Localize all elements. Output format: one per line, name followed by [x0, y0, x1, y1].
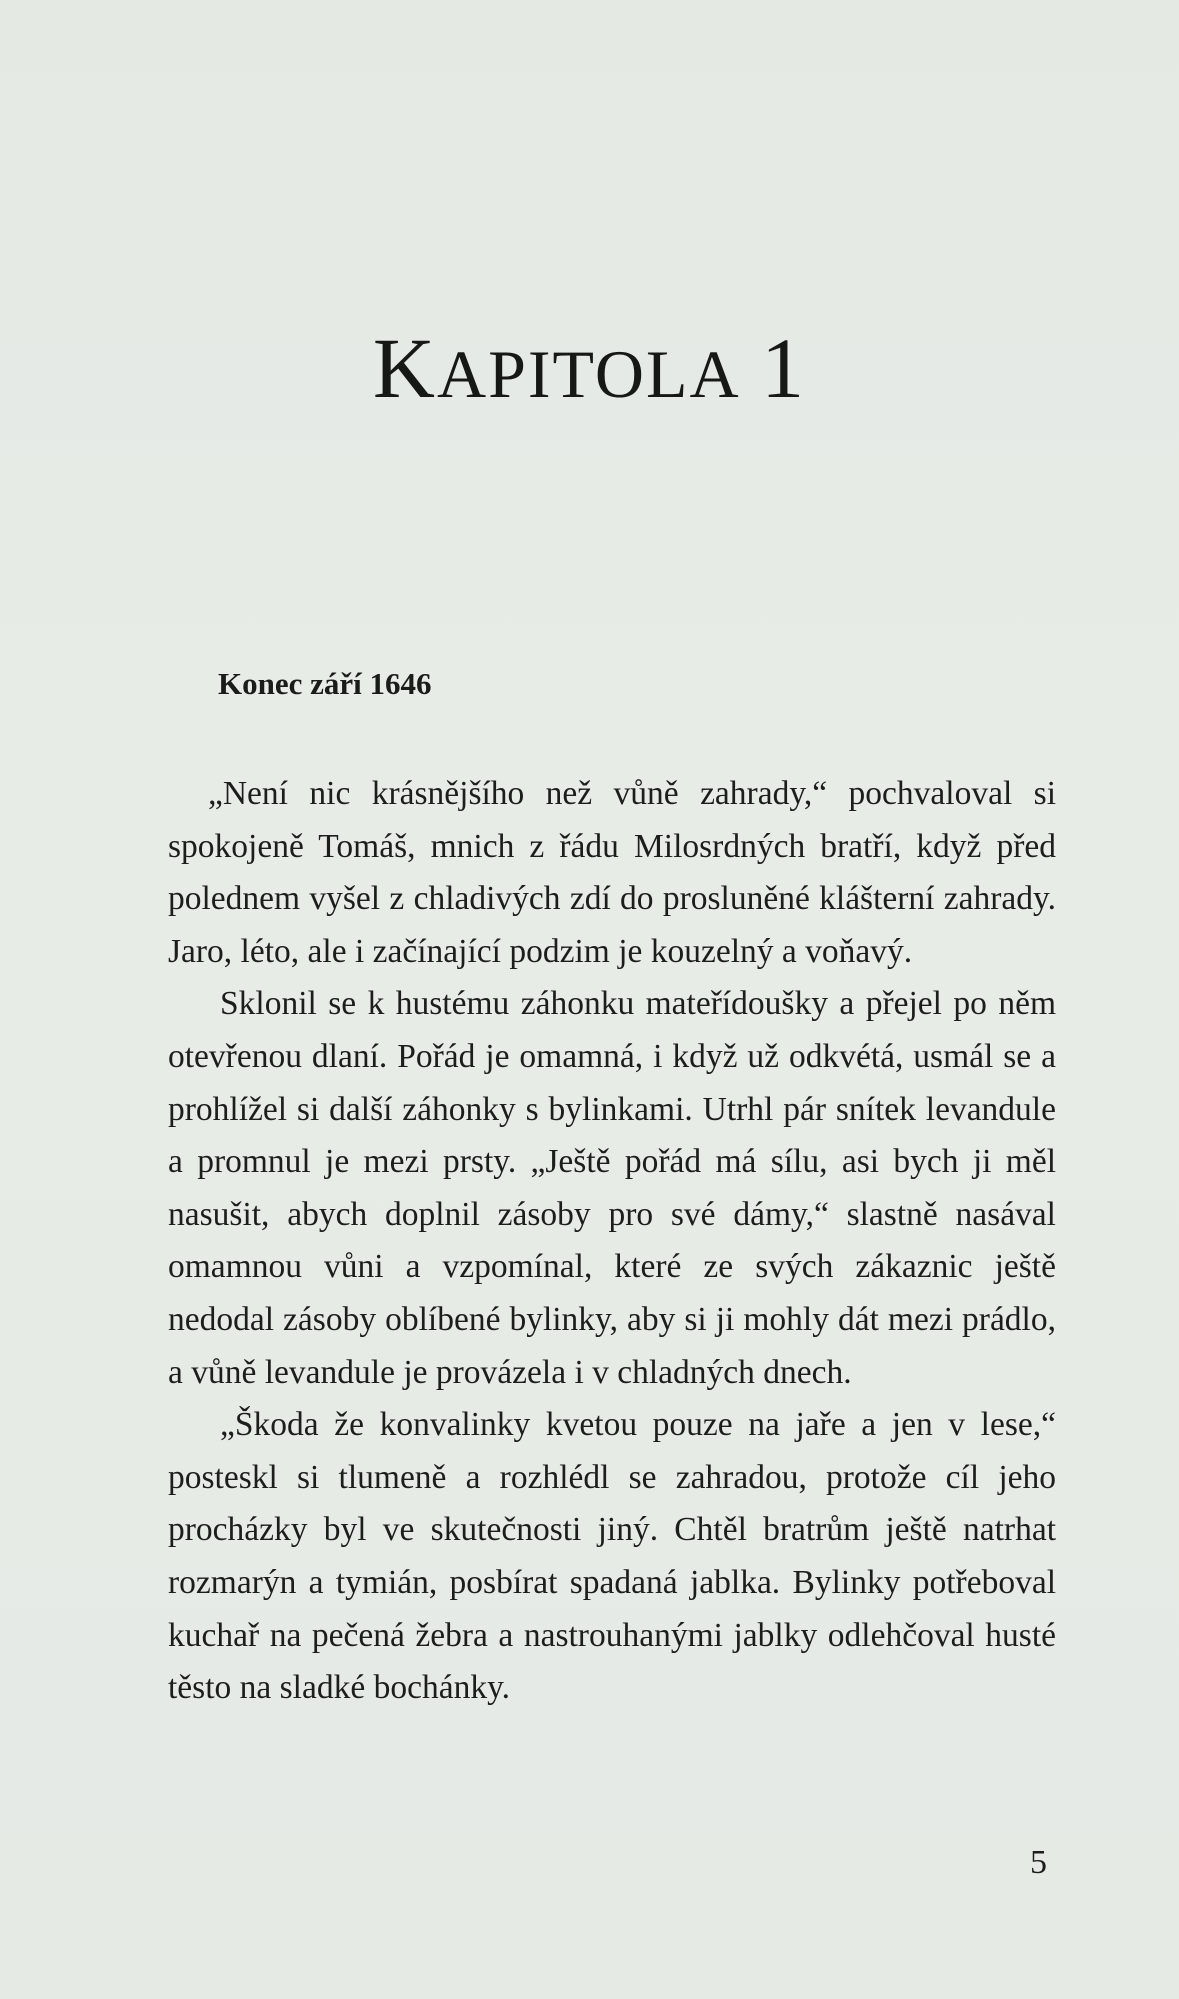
- chapter-body: [168, 768, 1056, 1715]
- chapter-title: [0, 318, 1179, 418]
- paragraph: Sklonil se k hustému záhonku mateřídoušky a přejel po něm otevřenou dlaní. Pořád je omamná, i když už odkvétá, usmál se a prohlížel si další záhonky s bylinkami. Utrhl pár snítek levandule a promnul je mezi prsty. „Ještě pořád má sílu, asi bych ji měl nasušit, abych doplnil zásoby pro své dámy,“ slastně nasával omamnou vůni a vzpomínal, které ze svých zákaznic ještě nedodal zásoby oblíbené bylinky, aby si ji mohly dát mezi prádlo, a vůně levandule je provázela i v chladných dnech.: [168, 985, 1056, 1391]
- chapter-title-initial: K: [372, 320, 437, 416]
- chapter-title-word: APITOLA: [436, 336, 741, 412]
- paragraph: „Není nic krásnějšího než vůně zahrady,“ pochvaloval si spokojeně Tomáš, mnich z řádu Milosrdných bratří, když před polednem vyšel z chladivých zdí do prosluněné klášterní zahrady. Jaro, léto, ale i začínající podzim je kouzelný a voňavý.: [168, 775, 1056, 970]
- page-number: 5: [1030, 1844, 1047, 1881]
- chapter-title-number: 1: [761, 320, 807, 416]
- section-date-heading: Konec září 1646: [218, 666, 432, 701]
- paragraph: „Škoda že konvalinky kvetou pouze na jaře a jen v lese,“ posteskl si tlumeně a rozhlédl se zahradou, protože cíl jeho procházky byl ve skutečnosti jiný. Chtěl bratrům ještě natrhat rozmarýn a tymián, posbírat spadaná jablka. Bylinky potřeboval kuchař na pečená žebra a nastrouhanými jablky odlehčoval husté těsto na sladké bochánky.: [168, 1406, 1056, 1707]
